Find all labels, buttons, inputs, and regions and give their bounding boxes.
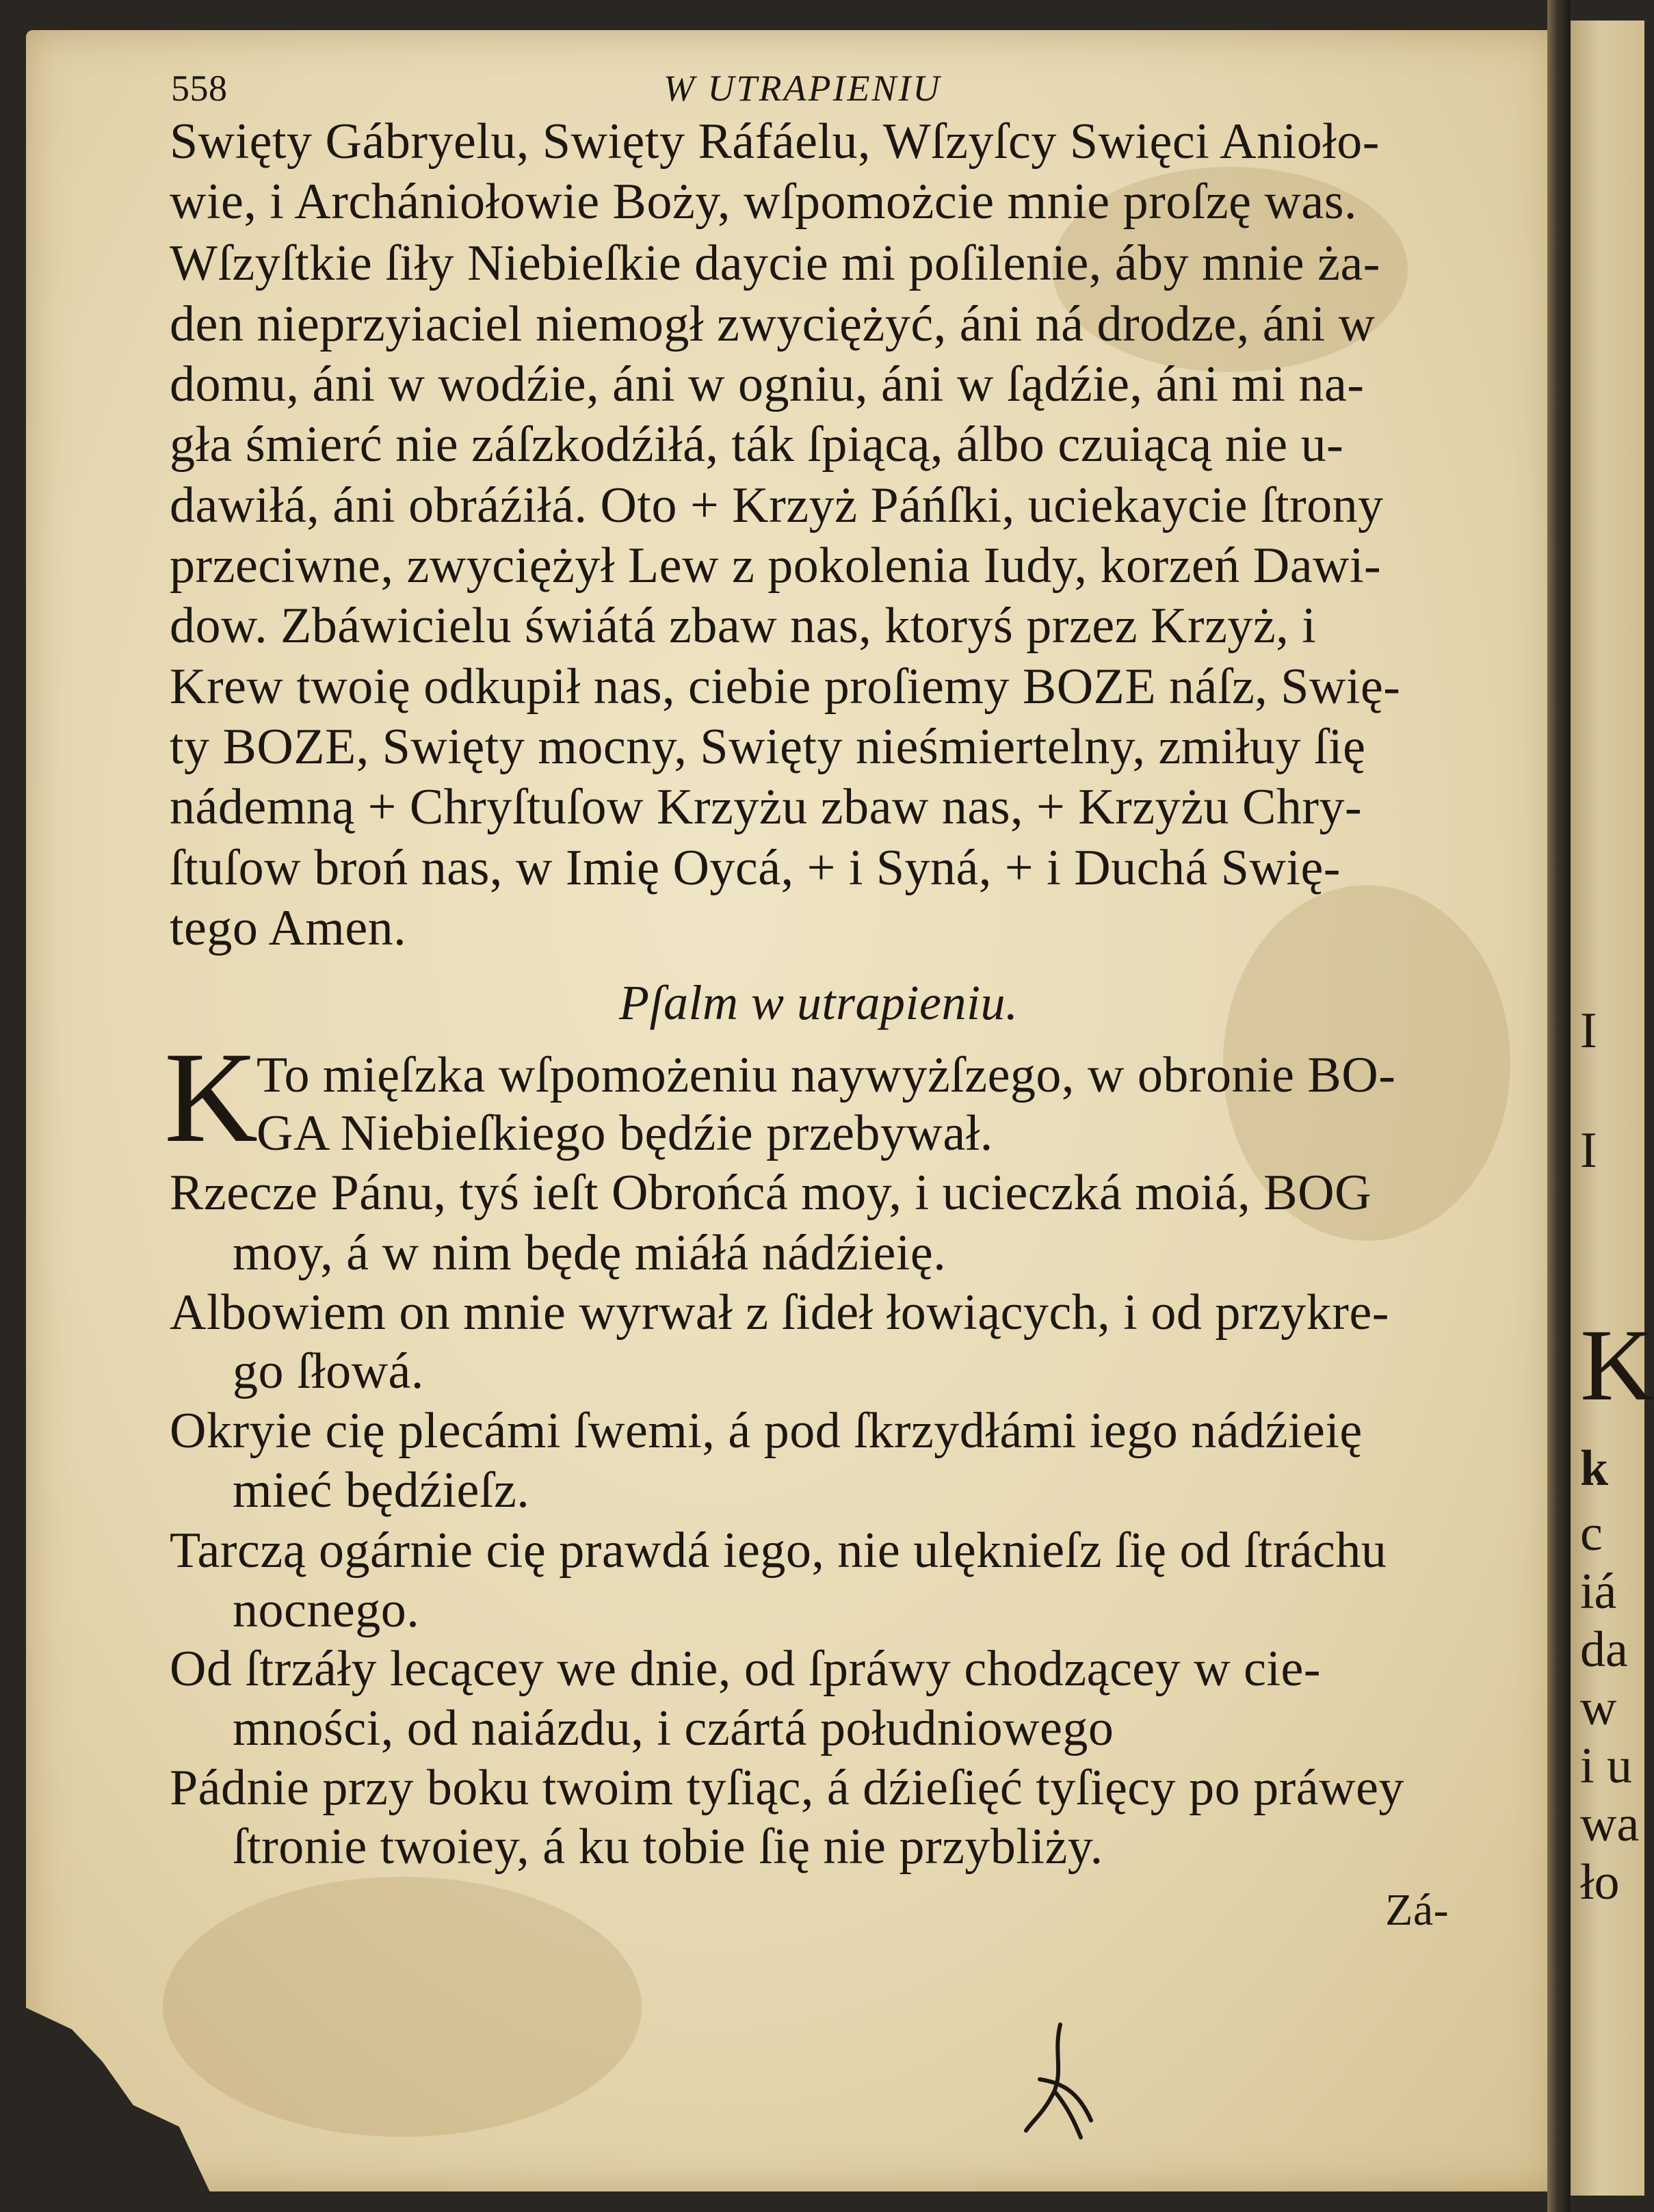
prayer-line: dawiłá, áni obráźiłá. Oto + Krzyż Páńſki, uciekaycie ſtrony [170, 477, 1384, 534]
prayer-line: Wſzyſtkie ſiły Niebieſkie daycie mi poſilenie, áby mnie ża- [170, 235, 1380, 291]
prayer-line: Krew twoię odkupił nas, ciebie proſiemy BOZE náſz, Swię- [170, 659, 1401, 715]
psalm-line: Pádnie przy boku twoim tyſiąc, á dźieſięć tyſięcy po práwey [170, 1760, 1404, 1816]
next-page-fragment: wa [1580, 1796, 1640, 1852]
psalm-line: ſtronie twoiey, á ku tobie ſię nie przybliży. [233, 1819, 1103, 1875]
next-page-fragment: I [1580, 1003, 1597, 1059]
paper-stain [163, 1877, 642, 2137]
catchword: Zá- [1385, 1885, 1449, 1935]
next-page-fragment: K [1580, 1308, 1654, 1422]
psalm-line: mieć będźieſz. [233, 1462, 530, 1518]
psalm-line: Tarczą ogárnie cię prawdá iego, nie ulęknieſz ſię od ſtráchu [170, 1523, 1387, 1579]
prayer-line: ſtuſow broń nas, w Imię Oycá, + i Syná, + i Duchá Swię- [170, 840, 1341, 896]
psalm-line: GA Niebieſkiego będźie przebywał. [257, 1105, 993, 1161]
psalm-title: Pſalm w utrapieniu. [619, 975, 1019, 1030]
running-head: W UTRAPIENIU [664, 68, 942, 109]
psalm-line: Rzecze Pánu, tyś ieſt Obrońcá moy, i ucieczká moiá, BOG [170, 1165, 1372, 1221]
prayer-line: ty BOZE, Swięty mocny, Swięty nieśmiertelny, zmiłuy ſię [170, 719, 1366, 775]
adjacent-page-edge [1571, 21, 1654, 2196]
prayer-line: tego Amen. [170, 900, 407, 956]
prayer-line: gła śmierć nie záſzkodźiłá, ták ſpiącą, álbo czuiącą nie u- [170, 417, 1344, 473]
psalm-line: nocnego. [233, 1582, 420, 1638]
prayer-line: nádemną + Chryſtuſow Krzyżu zbaw nas, + Krzyżu Chry- [170, 779, 1363, 835]
psalm-line: go ſłowá. [233, 1343, 424, 1399]
next-page-fragment: iá [1580, 1564, 1617, 1620]
next-page-fragment: I [1580, 1122, 1597, 1179]
next-page-fragment: ło [1580, 1854, 1620, 1910]
psalm-line: To mięſzka wſpomożeniu naywyżſzego, w obronie BO- [257, 1047, 1396, 1103]
next-page-fragment: k [1580, 1440, 1609, 1497]
prayer-line: przeciwne, zwyciężył Lew z pokolenia Iudy, korzeń Dawi- [170, 538, 1382, 594]
psalm-line: Od ſtrzáły lecącey we dnie, od ſpráwy chodzącey w cie- [170, 1641, 1321, 1697]
prayer-line: domu, áni w wodźie, áni w ogniu, áni w ſądźie, áni mi na- [170, 356, 1365, 412]
next-page-fragment: da [1580, 1622, 1628, 1678]
prayer-line: den nieprzyiaciel niemogł zwyciężyć, áni ná drodze, áni w [170, 296, 1376, 352]
ink-mark [1012, 2018, 1101, 2141]
next-page-fragment: i u [1580, 1738, 1633, 1794]
psalm-line: mności, od naiázdu, i czártá południowego [233, 1700, 1114, 1756]
next-page-fragment: c [1580, 1505, 1603, 1562]
book-gutter [1547, 0, 1571, 2212]
psalm-line: Albowiem on mnie wyrwał z ſideł łowiących, i od przykre- [170, 1285, 1389, 1341]
drop-cap: K [164, 1026, 259, 1170]
prayer-line: dow. Zbáwicielu świátá zbaw nas, ktoryś przez Krzyż, i [170, 598, 1317, 654]
prayer-line: wie, i Archániołowie Boży, wſpomożcie mnie proſzę was. [170, 174, 1358, 230]
next-page-fragment: w [1580, 1680, 1617, 1736]
psalm-line: Okryie cię plecámi ſwemi, á pod ſkrzydłámi iego nádźieię [170, 1403, 1363, 1459]
prayer-line: Swięty Gábryelu, Swięty Ráfáelu, Wſzyſcy Swięci Anioło- [170, 114, 1380, 170]
page-number: 558 [171, 68, 228, 109]
psalm-line: moy, á w nim będę miáłá nádźieię. [233, 1225, 947, 1281]
